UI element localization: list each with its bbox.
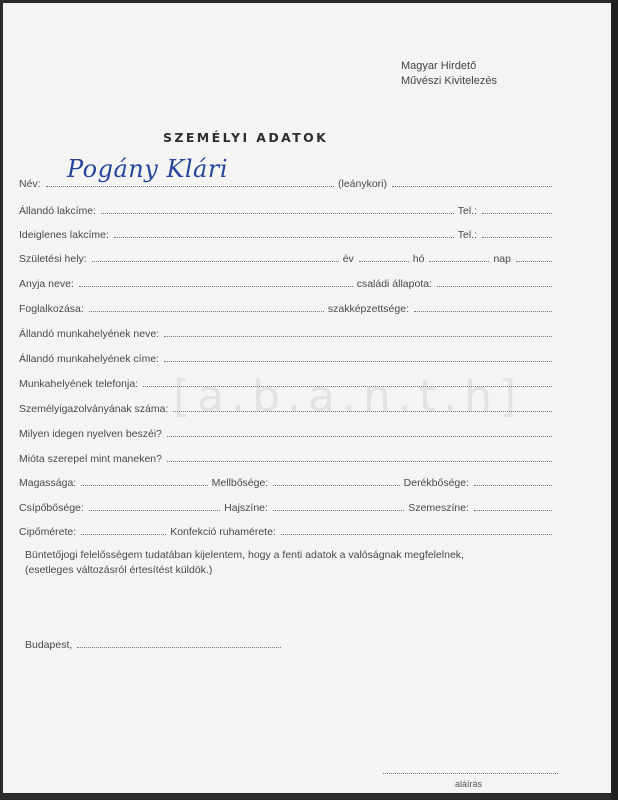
- year-field[interactable]: [359, 260, 409, 262]
- shoe-size-field[interactable]: [81, 533, 166, 535]
- row-workplace-address: [19, 349, 556, 365]
- signature-label: aláírás: [455, 779, 483, 789]
- row-place-date: [25, 635, 285, 651]
- model-since-field[interactable]: [167, 460, 552, 462]
- label-eye-color: Szemeszíne:: [408, 502, 469, 514]
- label-month: hó: [412, 253, 425, 265]
- row-id-number: [19, 399, 556, 415]
- month-field[interactable]: [429, 260, 489, 262]
- label-languages: Milyen idegen nyelven beszéi?: [19, 428, 163, 440]
- row-measurements-2: [19, 498, 556, 514]
- row-model-since: [19, 449, 556, 465]
- label-waist: Derékbősége:: [403, 477, 470, 489]
- row-workplace-phone: [19, 374, 556, 390]
- signature-line[interactable]: [383, 773, 558, 774]
- label-bust: Mellbősége:: [211, 477, 269, 489]
- row-mother: [19, 274, 556, 290]
- row-languages: [19, 424, 556, 440]
- label-id-number: Személyigazolványának száma:: [19, 403, 169, 415]
- label-phone: Tel.:: [457, 205, 477, 217]
- name-field[interactable]: [46, 185, 334, 187]
- label-hips: Csípőbősége:: [19, 502, 84, 514]
- label-permanent-address: Állandó lakcíme:: [19, 205, 97, 217]
- declaration: [25, 548, 464, 578]
- row-temporary-address: [19, 225, 556, 241]
- label-dress-size: Konfekció ruhamérete:: [170, 526, 276, 538]
- qualification-field[interactable]: [414, 310, 552, 312]
- label-maiden-name: (leánykori): [337, 178, 387, 190]
- workplace-name-field[interactable]: [164, 335, 552, 337]
- languages-field[interactable]: [167, 435, 552, 437]
- label-marital-status: családi állapota:: [356, 278, 432, 290]
- row-permanent-address: [19, 201, 556, 217]
- declaration-line-1: Büntetőjogi felelősségem tudatában kijelentem, hogy a fenti adatok a valóságnak megfelelnek,: [25, 549, 464, 561]
- publisher-block: [401, 59, 497, 89]
- phone-2-field[interactable]: [482, 236, 552, 238]
- handwritten-name: Pogány Klári: [67, 155, 229, 183]
- label-birthplace: Születési hely:: [19, 253, 87, 265]
- label-temporary-address: Ideiglenes lakcíme:: [19, 229, 109, 241]
- label-height: Magassága:: [19, 477, 77, 489]
- row-occupation: [19, 299, 556, 315]
- date-field[interactable]: [77, 646, 281, 648]
- form-title: SZEMÉLYI ADATOK: [163, 130, 329, 145]
- label-workplace-name: Állandó munkahelyének neve:: [19, 328, 160, 340]
- row-measurements-1: [19, 473, 556, 489]
- label-occupation: Foglalkozása:: [19, 303, 84, 315]
- scan-edge: [611, 0, 618, 800]
- declaration-line-2: (esetleges változásról értesítést küldök.): [25, 564, 213, 576]
- dress-size-field[interactable]: [281, 533, 552, 535]
- watermark: [a.b.a.n.t.h]: [173, 371, 524, 422]
- label-name: Név:: [19, 178, 41, 190]
- workplace-phone-field[interactable]: [143, 385, 552, 387]
- label-workplace-phone: Munkahelyének telefonja:: [19, 378, 139, 390]
- publisher-line-1: Magyar Hirdető: [401, 60, 477, 72]
- row-birth: [19, 249, 556, 265]
- label-shoe-size: Cipőmérete:: [19, 526, 77, 538]
- label-phone-2: Tel.:: [457, 229, 477, 241]
- label-place: Budapest,: [25, 639, 73, 651]
- maiden-name-field[interactable]: [392, 185, 552, 187]
- marital-status-field[interactable]: [437, 285, 552, 287]
- id-number-field[interactable]: [173, 410, 552, 412]
- temporary-address-field[interactable]: [114, 236, 454, 238]
- label-day: nap: [493, 253, 511, 265]
- label-model-since: Mióta szerepel mint maneken?: [19, 453, 162, 465]
- row-workplace-name: [19, 324, 556, 340]
- phone-field[interactable]: [482, 212, 552, 214]
- label-mother-name: Anyja neve:: [19, 278, 74, 290]
- mother-name-field[interactable]: [79, 285, 353, 287]
- hips-field[interactable]: [89, 509, 220, 511]
- bust-field[interactable]: [273, 484, 399, 486]
- label-year: év: [342, 253, 354, 265]
- publisher-line-2: Művészi Kivitelezés: [401, 75, 497, 87]
- eye-color-field[interactable]: [474, 509, 552, 511]
- label-hair-color: Hajszíne:: [224, 502, 268, 514]
- row-measurements-3: [19, 522, 556, 538]
- hair-color-field[interactable]: [273, 509, 404, 511]
- day-field[interactable]: [516, 260, 552, 262]
- waist-field[interactable]: [474, 484, 552, 486]
- height-field[interactable]: [81, 484, 207, 486]
- birthplace-field[interactable]: [92, 260, 339, 262]
- form-sheet: [3, 3, 611, 793]
- label-workplace-address: Állandó munkahelyének címe:: [19, 353, 160, 365]
- label-qualification: szakképzettsége:: [327, 303, 409, 315]
- workplace-address-field[interactable]: [164, 360, 552, 362]
- permanent-address-field[interactable]: [101, 212, 454, 214]
- occupation-field[interactable]: [89, 310, 324, 312]
